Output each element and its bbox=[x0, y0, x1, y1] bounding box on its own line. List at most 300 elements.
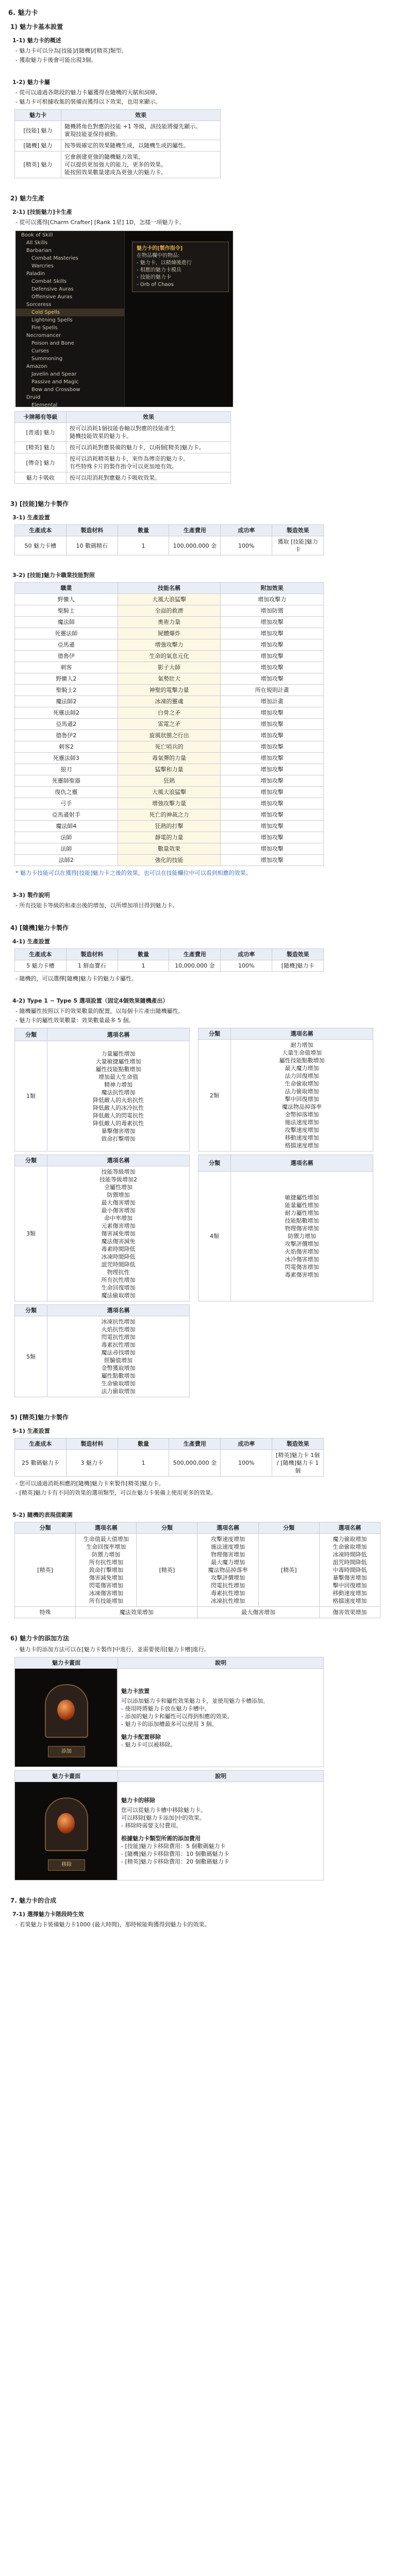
paragraph: - 從可以通過各階段的魅力卡屬獲得在隨機的天賦和詞條。 bbox=[15, 89, 161, 96]
option-item: 魔法物品掉落率 bbox=[282, 1104, 322, 1110]
section-heading: 1) 魅力卡基本設置 bbox=[10, 23, 63, 30]
table-cell: 死亡的神裁之力 bbox=[118, 809, 221, 821]
table-cell: 10,000,000 金 bbox=[169, 960, 221, 972]
group-label: 4類 bbox=[198, 1172, 231, 1301]
option-item: 生命偷取增加 bbox=[333, 1544, 367, 1550]
option-item: 技能等級增加 bbox=[101, 1168, 136, 1175]
table-header: 分類 bbox=[15, 1155, 47, 1166]
option-item: 法力偷取增加 bbox=[101, 1388, 136, 1395]
table-cell: 25 數碼魅力卡 bbox=[15, 1450, 67, 1477]
table-cell: 亞馬遜射手 bbox=[15, 809, 118, 821]
table-cell: 死靈師聖器 bbox=[15, 775, 118, 787]
section-heading: 7. 魅力卡的合成 bbox=[10, 1897, 57, 1904]
table-cell: 增加攻擊 bbox=[221, 809, 324, 821]
cell-line: 按可以消耗精英魅力卡，來作為傳奇的魅力卡。 bbox=[70, 455, 189, 462]
option-item: 元素傷害增加 bbox=[101, 1223, 136, 1229]
table-row bbox=[15, 753, 324, 764]
option-item: 傷害減免增加 bbox=[101, 1230, 136, 1237]
option-item: 屬性技能點數增加 bbox=[279, 1057, 325, 1064]
table-row bbox=[15, 775, 324, 787]
option-item: 防禦力增加 bbox=[92, 1551, 121, 1558]
table-cell: 1 鮮血寶石 bbox=[66, 960, 118, 972]
option-item: 毒素抗性增加 bbox=[211, 1590, 245, 1597]
skill-tree-item[interactable]: Fire Spells bbox=[31, 325, 58, 331]
table-row bbox=[15, 651, 324, 662]
skill-tree-item[interactable]: Poison and Bone bbox=[31, 341, 74, 346]
skill-tree-item[interactable]: Javelin and Spear bbox=[31, 371, 77, 377]
section-heading: 2) 魅力生產 bbox=[10, 195, 45, 202]
option-item: 閃電傷害增加 bbox=[285, 1264, 319, 1271]
table-header: 生產費用 bbox=[169, 949, 221, 960]
option-item: 毒素時間降低 bbox=[101, 1246, 136, 1252]
table-cell: [隨機]魅力卡 bbox=[272, 960, 324, 972]
option-item: 技能等級增加2 bbox=[100, 1176, 137, 1183]
table-cell: 100% bbox=[221, 960, 272, 972]
paragraph: - 魅力卡可根據收集的裝備而獲得以下效果，也用來顯示。 bbox=[15, 98, 161, 105]
option-item: 防禦增加 bbox=[107, 1192, 130, 1198]
table-row bbox=[15, 730, 324, 741]
option-item: 暴擊傷害增加 bbox=[101, 1127, 136, 1134]
recipe-tooltip bbox=[132, 242, 229, 292]
table-cell: 法師 bbox=[15, 832, 118, 843]
paragraph: - 所有技能卡等級的和產出後的增加，以所增加項目得到魅力卡。 bbox=[15, 902, 178, 909]
option-item: 防禦力增加 bbox=[288, 1233, 316, 1240]
table-row bbox=[15, 707, 324, 719]
table-header: 製造效果 bbox=[272, 525, 324, 536]
option-item: 技能點數增加 bbox=[285, 1217, 319, 1225]
paragraph: - 從可以獲得[Charm Crafter] [Rank 1星] 1D，怎樣一項魅力卡。 bbox=[15, 219, 185, 226]
table-header: 數量 bbox=[118, 949, 169, 960]
skill-tree-item[interactable]: Curses bbox=[31, 348, 49, 354]
table-header: 製造效果 bbox=[272, 949, 324, 960]
option-group-table bbox=[198, 1028, 373, 1151]
skill-tree-item[interactable]: Barbarian bbox=[26, 248, 52, 253]
table-cell: 法師2 bbox=[15, 855, 118, 866]
option-item: 生命偷取增加 bbox=[101, 1380, 136, 1387]
skill-tree-item[interactable]: Offensive Auras bbox=[31, 294, 73, 300]
option-item: 冰凍抗性增加 bbox=[211, 1598, 245, 1604]
table-cell: 亞馬遜2 bbox=[15, 719, 118, 730]
cell-line: - 使用時將魅力卡放在魅力卡槽中。 bbox=[121, 1705, 210, 1712]
table-cell bbox=[118, 1782, 324, 1880]
table-cell: [精英]魅力卡 1個 / [隨機]魅力卡 1個 bbox=[272, 1450, 324, 1477]
option-item: 攻擊速度增加 bbox=[285, 1127, 319, 1133]
table-cell: 增加攻擊 bbox=[221, 764, 324, 775]
skill-tree-item[interactable]: Paladin bbox=[26, 271, 45, 277]
table-cell: 10 數碼精石 bbox=[66, 536, 118, 555]
option-item: 精神力增加 bbox=[104, 1081, 133, 1088]
elite-production-table bbox=[14, 1438, 324, 1477]
remove-charm-button[interactable]: 移除 bbox=[48, 1859, 85, 1871]
skill-tree-item[interactable]: Lightning Spells bbox=[31, 317, 73, 323]
note: * 魅力卡技能可以在獲得[技能]魅力卡之後的效果，也可以在技能欄位中可以看到相應的效果。 bbox=[15, 870, 252, 876]
table-cell: 增加攻擊 bbox=[221, 662, 324, 673]
table-cell: 弓手 bbox=[15, 798, 118, 809]
cell-line: 實現技能並保持被動。 bbox=[64, 131, 121, 138]
skill-tree-item[interactable]: Warcries bbox=[31, 263, 54, 269]
table-cell bbox=[61, 121, 221, 140]
skill-tree-item[interactable]: Amazon bbox=[26, 364, 47, 369]
table-cell bbox=[61, 151, 221, 178]
cell-line: 可以移除[魅力卡添加]中的效果。 bbox=[121, 1815, 205, 1821]
table-header: 職業 bbox=[15, 583, 118, 594]
table-cell: 按等級確定的效果隨機生成，以隨機生成的屬性。 bbox=[61, 140, 221, 151]
table-cell: 狂熱 bbox=[118, 775, 221, 787]
table-cell: 聖騎士 bbox=[15, 605, 118, 617]
cell-line: 隨機技能效果的魅力卡。 bbox=[70, 433, 132, 439]
table-header: 選項名稱 bbox=[319, 1522, 380, 1534]
panel-subtitle: 魅力卡配置移除 bbox=[121, 1733, 161, 1740]
option-item: 降低敵人的毒素抗性 bbox=[93, 1120, 144, 1127]
skill-tree-item[interactable]: Bow and Crossbow bbox=[31, 387, 80, 393]
table-cell bbox=[231, 1040, 373, 1151]
table-cell: 大風大浪猛擊 bbox=[118, 787, 221, 798]
option-item: 攻擊評價增加 bbox=[211, 1574, 245, 1581]
table-cell: 神聖的電擊力量 bbox=[118, 685, 221, 696]
rarity-table bbox=[14, 411, 231, 484]
skill-tree-item[interactable]: Passive and Magic bbox=[31, 379, 79, 385]
group-row bbox=[14, 1155, 389, 1301]
charm-slot-screenshot bbox=[15, 1669, 117, 1767]
table-row bbox=[15, 617, 324, 628]
table-header: 製造材料 bbox=[66, 1438, 118, 1450]
tooltip-line: - 相應的魅力卡模具 bbox=[137, 267, 181, 273]
table-cell: 雷電之矛 bbox=[118, 719, 221, 730]
table-cell: 傷害效果增加 bbox=[319, 1607, 380, 1618]
subsection-heading: 3-2) [技能]魅力卡職業技能對照 bbox=[12, 572, 95, 579]
group-row bbox=[14, 1304, 389, 1397]
table-header: 選項名稱 bbox=[47, 1305, 190, 1316]
table-header: 魅力卡畫面 bbox=[15, 1657, 118, 1669]
option-item: 移動速度增加 bbox=[333, 1590, 367, 1597]
tooltip-title: 魅力卡的[製作指令] bbox=[137, 246, 183, 251]
table-row bbox=[15, 673, 324, 685]
document-body bbox=[8, 7, 389, 1930]
skill-tree-item[interactable]: Combat Masteries bbox=[31, 256, 78, 261]
table-row bbox=[15, 1534, 381, 1607]
option-group-table bbox=[198, 1155, 373, 1301]
option-item: 最大魔力增加 bbox=[211, 1559, 245, 1566]
table-cell: 屍體爆炸 bbox=[118, 628, 221, 639]
option-item: 攻擊速度增加 bbox=[211, 1536, 245, 1543]
table-row bbox=[15, 536, 324, 555]
section-heading: 4) [隨機]魅力卡製作 bbox=[10, 924, 69, 931]
skill-tree-item[interactable]: Combat Skills bbox=[31, 279, 67, 284]
cell-line: - 添加的魅力卡和屬性可以得到相應的效果。 bbox=[121, 1713, 233, 1720]
option-item: 大量敏捷屬性增加 bbox=[95, 1058, 141, 1065]
charm-gem bbox=[57, 1813, 75, 1834]
table-row bbox=[15, 453, 231, 472]
table-cell: 猛擊和力量 bbox=[118, 764, 221, 775]
table-row bbox=[15, 1450, 324, 1477]
subsection-heading: 3-1) 生產設置 bbox=[12, 514, 50, 521]
skill-tree-item[interactable]: Druid bbox=[26, 395, 41, 400]
skill-tree-panel bbox=[16, 231, 125, 406]
table-cell: 增加攻擊 bbox=[221, 730, 324, 741]
subsection-heading: 1-2) 魅力卡屬 bbox=[12, 79, 50, 86]
cell-line: 您可以從魅力卡槽中移除魅力卡。 bbox=[121, 1807, 206, 1814]
table-header: 選項名稱 bbox=[197, 1522, 258, 1534]
table-cell: 靜電的力量 bbox=[118, 832, 221, 843]
option-item: 致命打擊增加 bbox=[101, 1135, 136, 1142]
option-item: 移動速度增加 bbox=[285, 1134, 319, 1141]
table-row bbox=[15, 662, 324, 673]
table-cell: 生命的氣息元化 bbox=[118, 651, 221, 662]
option-item: 魔法抗性增加 bbox=[101, 1089, 136, 1096]
table-cell bbox=[118, 1669, 324, 1767]
table-cell: [隨機] 魅力 bbox=[15, 140, 61, 151]
range-label: [精英] bbox=[258, 1534, 319, 1607]
table-header: 選項名稱 bbox=[76, 1522, 137, 1534]
table-cell: 1 bbox=[118, 536, 169, 555]
option-item: 耐力增加 bbox=[290, 1042, 313, 1048]
cell-line: 可以提供更加強大的能力，更多的效果。 bbox=[64, 161, 167, 168]
option-item: 所有抗性增加 bbox=[101, 1277, 136, 1283]
option-item: 生命回復增加 bbox=[101, 1284, 136, 1291]
table-cell: 增加防禦 bbox=[221, 605, 324, 617]
paragraph: - 若果魅力卡裝備魅力卡1000 (最大時間)，那時候能夠獲得到魅力卡的效果。 bbox=[15, 1921, 210, 1928]
option-item: 格擋速度增加 bbox=[333, 1598, 367, 1604]
skill-tree-item[interactable]: Sorceress bbox=[26, 302, 52, 308]
option-item: 降低敵人的閃電抗性 bbox=[93, 1112, 144, 1119]
table-cell: 死靈法師2 bbox=[15, 707, 118, 719]
table-cell: 增加攻擊 bbox=[221, 617, 324, 628]
tooltip-line: - 技能的魅力卡 bbox=[137, 275, 171, 280]
table-row bbox=[15, 639, 324, 651]
table-header: 卡牌稀有等級 bbox=[15, 412, 67, 423]
subsection-heading: 7-1) 選擇魅力卡階段時生效 bbox=[12, 1911, 84, 1918]
table-cell: 魔法效果增加 bbox=[76, 1607, 197, 1618]
option-item: 魔法尋找增加 bbox=[101, 1349, 136, 1356]
option-item: 物理抗性 bbox=[107, 1269, 130, 1276]
table-cell: 100,000,000 金 bbox=[169, 536, 221, 555]
paragraph: - 您可以通過消耗相應的[隨機]魅力卡來製作[精英]魅力卡。 bbox=[15, 1480, 164, 1487]
table-cell: [普通] 魅力 bbox=[15, 423, 67, 442]
cell-line: - [技能]魅力卡移除費用：5 個數碼魅力卡 bbox=[121, 1843, 226, 1850]
table-cell: 野蠻人2 bbox=[15, 673, 118, 685]
group-label: 3類 bbox=[15, 1166, 47, 1301]
option-item: 屬性技能點數增加 bbox=[95, 1065, 141, 1073]
table-cell: 強化的技能 bbox=[118, 855, 221, 866]
table-cell: 500,000,000 金 bbox=[169, 1450, 221, 1477]
table-header: 選項名稱 bbox=[47, 1028, 190, 1041]
skill-tree-item[interactable]: Defensive Auras bbox=[31, 286, 74, 292]
option-item: 冰凍傷害增加 bbox=[89, 1590, 123, 1597]
option-item: 生命回復率增加 bbox=[86, 1544, 126, 1550]
table-header: 成功率 bbox=[221, 525, 272, 536]
group-label: 1類 bbox=[15, 1041, 47, 1151]
table-cell: 增加攻擊 bbox=[221, 639, 324, 651]
section-title: 6. 魅力卡 bbox=[8, 9, 38, 17]
table-header: 分類 bbox=[15, 1028, 47, 1041]
table-cell bbox=[197, 1534, 258, 1607]
charm-slot-screenshot bbox=[15, 1782, 117, 1880]
option-item: 金幣掉落增加 bbox=[285, 1111, 319, 1118]
table-header: 生產費用 bbox=[169, 525, 221, 536]
table-header: 附加效果 bbox=[221, 583, 324, 594]
option-item: 大量生命值增加 bbox=[282, 1049, 322, 1056]
table-row bbox=[198, 1172, 373, 1301]
table-header: 製造效果 bbox=[272, 1438, 324, 1450]
table-cell: 增加攻擊 bbox=[221, 753, 324, 764]
table-cell bbox=[67, 453, 231, 472]
table-row bbox=[15, 719, 324, 730]
panel-title: 魅力卡的移除 bbox=[121, 1797, 155, 1804]
option-item: 魔法物品掉落率 bbox=[208, 1567, 248, 1573]
table-header: 生產成本 bbox=[15, 949, 67, 960]
table-cell: 1 bbox=[118, 960, 169, 972]
table-cell: 增加攻擊 bbox=[221, 741, 324, 753]
skill-tree-item[interactable]: Cold Spells bbox=[16, 309, 124, 316]
table-row bbox=[15, 696, 324, 707]
table-cell: 毒氣彈的力量 bbox=[118, 753, 221, 764]
table-cell: 增加攻擊 bbox=[221, 651, 324, 662]
table-cell: 死靈法師3 bbox=[15, 753, 118, 764]
option-item: 增加最大生命值 bbox=[98, 1073, 138, 1080]
table-cell: 所在規則計畫 bbox=[221, 685, 324, 696]
table-cell: 按可以用消耗對應魅力卡吸收效果。 bbox=[67, 472, 231, 484]
section-heading: 6) 魅力卡的添加方法 bbox=[10, 1635, 70, 1642]
option-group-table bbox=[14, 1155, 190, 1301]
table-cell: 50 魅力卡槽 bbox=[15, 536, 67, 555]
table-cell bbox=[67, 423, 231, 442]
skill-tree-item[interactable]: All Skills bbox=[26, 240, 48, 246]
table-row bbox=[15, 832, 324, 843]
option-item: 詛咒時間降低 bbox=[333, 1559, 367, 1566]
table-cell: 德魯伊 bbox=[15, 651, 118, 662]
table-cell: 全面的救濟 bbox=[118, 605, 221, 617]
table-header: 說明 bbox=[118, 1771, 324, 1782]
table-cell: 增加計畫 bbox=[221, 696, 324, 707]
table-header: 數量 bbox=[118, 1438, 169, 1450]
option-item: 毒素抗性增加 bbox=[101, 1342, 136, 1348]
option-groups bbox=[8, 1028, 389, 1397]
table-cell: 奧術力量 bbox=[118, 617, 221, 628]
option-item: 擊中回復增加 bbox=[333, 1582, 367, 1589]
table-header: 分類 bbox=[137, 1522, 197, 1534]
table-cell: [技能] 魅力 bbox=[15, 121, 61, 140]
option-item: 冰冷傷害增加 bbox=[285, 1256, 319, 1263]
table-cell: 白骨之矛 bbox=[118, 707, 221, 719]
option-item: 降低敵人的火焰抗性 bbox=[93, 1096, 144, 1104]
table-row bbox=[15, 1041, 190, 1151]
table-cell: 大風大浪猛擊 bbox=[118, 594, 221, 605]
option-item: 閃電抗性增加 bbox=[211, 1582, 245, 1589]
table-header: 製造材料 bbox=[66, 525, 118, 536]
option-item: 所有抗性增加 bbox=[89, 1559, 123, 1566]
skill-tree-item[interactable]: Book of Skill bbox=[21, 232, 53, 238]
table-cell: 刺客2 bbox=[15, 741, 118, 753]
table-header: 選項名稱 bbox=[231, 1028, 373, 1040]
table-row bbox=[15, 798, 324, 809]
subsection-heading: 5-1) 生產設置 bbox=[12, 1428, 50, 1434]
table-header: 生產成本 bbox=[15, 525, 67, 536]
elite-range-table bbox=[14, 1522, 381, 1618]
charm-socket bbox=[45, 1684, 88, 1738]
option-item: 格擋速度增加 bbox=[285, 1142, 319, 1149]
table-cell bbox=[76, 1534, 137, 1607]
section-heading: 5) [精英]魅力卡製作 bbox=[10, 1414, 69, 1421]
table-header: 分類 bbox=[198, 1155, 231, 1172]
option-item: 魔力偷取增加 bbox=[333, 1536, 367, 1543]
cell-line: 可以添加魅力卡和屬性效果魅力卡，並使用魅力卡槽添加。 bbox=[121, 1697, 269, 1704]
table-cell: 增加攻擊 bbox=[221, 843, 324, 855]
skill-production-table bbox=[14, 524, 324, 555]
cell-line: - [精英]魅力卡移除費用：20 個數碼魅力卡 bbox=[121, 1858, 229, 1865]
table-cell: 增加攻擊 bbox=[221, 798, 324, 809]
table-row bbox=[198, 1040, 373, 1151]
table-header: 分類 bbox=[15, 1305, 47, 1316]
option-item: 經驗值增加 bbox=[104, 1357, 133, 1364]
charm-gem bbox=[57, 1700, 75, 1720]
option-item: 魔法偷取增加 bbox=[101, 1292, 136, 1299]
table-cell: 聖騎士2 bbox=[15, 685, 118, 696]
table-cell: 法師 bbox=[15, 843, 118, 855]
table-row bbox=[15, 1166, 190, 1301]
table-cell: 增加攻擊 bbox=[221, 628, 324, 639]
table-cell: 100% bbox=[221, 536, 272, 555]
table-header: 效果 bbox=[61, 110, 221, 121]
subsection-heading: 4-2) Type 1 ~ Type 5 選項設置（固定4個效果隨機產出） bbox=[12, 997, 169, 1004]
table-cell: 增強攻擊力 bbox=[118, 639, 221, 651]
table-cell: 旋風狀態之行出 bbox=[118, 730, 221, 741]
table-header: 製造材料 bbox=[66, 949, 118, 960]
cell-line: - 魅力卡的添加槽最多可以使用 3 個。 bbox=[121, 1720, 218, 1727]
table-cell: 復仇之靈 bbox=[15, 787, 118, 798]
add-charm-panel bbox=[14, 1657, 324, 1767]
range-label: [精英] bbox=[15, 1534, 76, 1607]
table-cell: 狼刃 bbox=[15, 764, 118, 775]
option-item: 命中率增加 bbox=[104, 1215, 133, 1222]
random-production-table bbox=[14, 948, 324, 972]
table-row bbox=[15, 843, 324, 855]
subsection-heading: 1-1) 魅力卡的概述 bbox=[12, 37, 61, 44]
skill-tree-item[interactable]: Summoning bbox=[31, 356, 63, 362]
add-charm-button[interactable]: 添加 bbox=[48, 1746, 85, 1757]
range-label: [精英] bbox=[137, 1534, 197, 1607]
table-cell: 野蠻人 bbox=[15, 594, 118, 605]
option-item: 擊中回復增加 bbox=[285, 1096, 319, 1103]
paragraph: - 魅力卡的屬性效果數量：效果數量最多 5 個。 bbox=[15, 1017, 135, 1024]
option-item: 毒素傷害增加 bbox=[285, 1272, 319, 1279]
option-group-table bbox=[14, 1028, 190, 1151]
cell-line: 有些特殊卡片的製作指令可以更加地有效。 bbox=[70, 463, 177, 470]
table-cell: 魅力卡吸收 bbox=[15, 472, 67, 484]
group-label: 2類 bbox=[198, 1040, 231, 1151]
option-item: 耐力屬性增加 bbox=[285, 1210, 319, 1217]
table-cell: 魔法師2 bbox=[15, 696, 118, 707]
table-cell: 增強攻擊力量 bbox=[118, 798, 221, 809]
skill-tree-item[interactable]: Elemental bbox=[31, 402, 58, 407]
option-item: 降低敵人的冰冷抗性 bbox=[93, 1104, 144, 1111]
group-label: 5類 bbox=[15, 1316, 47, 1397]
table-row bbox=[15, 855, 324, 866]
table-cell: 增加攻擊 bbox=[221, 855, 324, 866]
cell-line: 它會創建更強的隨機魅力效果， bbox=[64, 154, 144, 160]
cell-line: - 魅力卡可以被移除。 bbox=[121, 1741, 176, 1748]
table-cell: 冰凍的靈魂 bbox=[118, 696, 221, 707]
table-row bbox=[15, 442, 231, 453]
skill-tree-item[interactable]: Necromancer bbox=[26, 333, 61, 338]
table-header: 說明 bbox=[118, 1657, 324, 1669]
charm-type-table bbox=[14, 109, 221, 178]
table-row bbox=[15, 821, 324, 832]
table-header: 分類 bbox=[198, 1028, 231, 1040]
option-item: 力量屬性增加 bbox=[101, 1050, 136, 1057]
table-cell: 5 魅力卡槽 bbox=[15, 960, 67, 972]
option-item: 最大魔力增加 bbox=[285, 1065, 319, 1072]
table-cell: 增加攻擊 bbox=[221, 707, 324, 719]
